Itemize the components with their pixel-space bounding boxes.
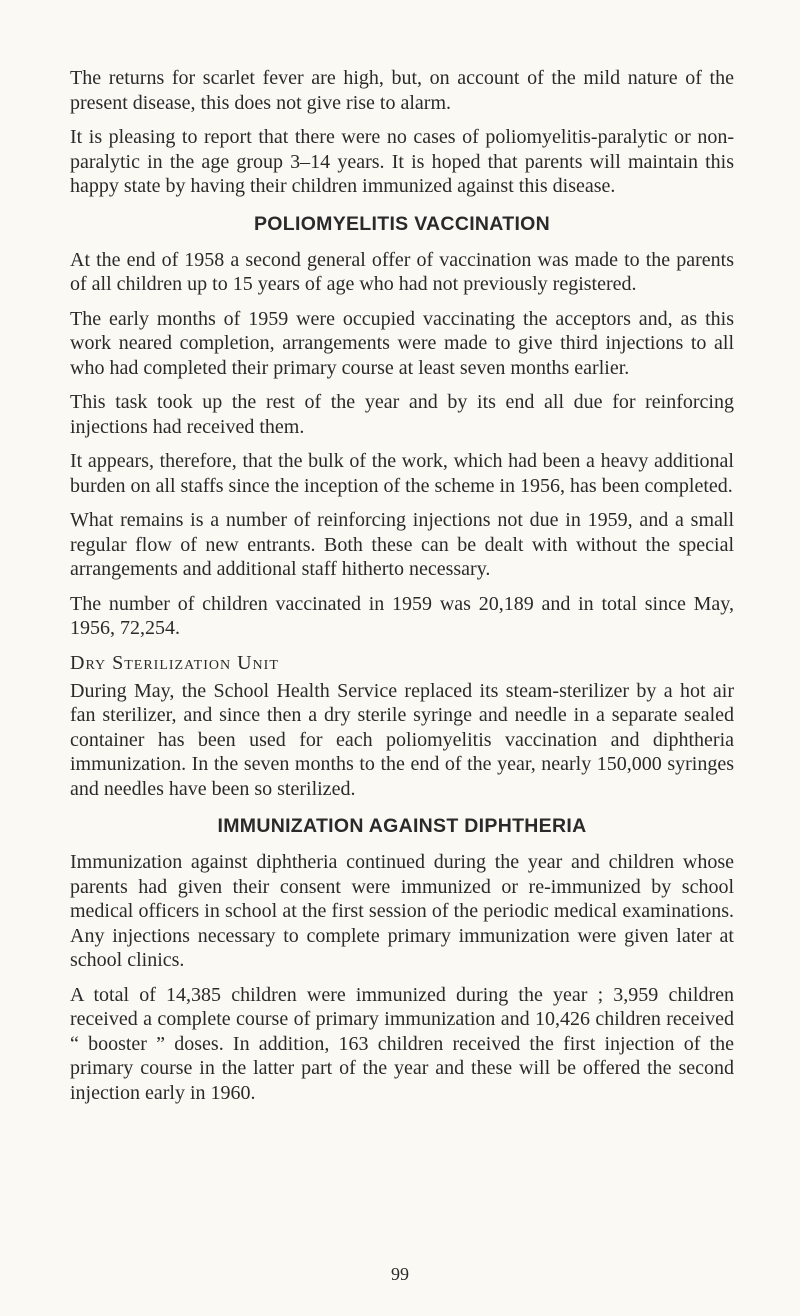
heading-poliomyelitis-vaccination: POLIOMYELITIS VACCINATION: [253, 212, 551, 235]
heading-immunization-against-diphtheria: IMMUNIZATION AGAINST DIPHTHERIA: [217, 815, 587, 837]
paragraph-polio-3: This task took up the rest of the year and by its end all due for reinforcing injections had received them.: [70, 391, 734, 438]
paragraph-polio-2: The early months of 1959 were occupied vaccinating the acceptors and, as this work neared completion, arrangements were made to give third injections to all who had completed their primary course at least seven months earlier.: [70, 307, 734, 379]
page-number: 99: [391, 1264, 409, 1284]
subheading-dry-sterilization-unit: Dry Sterilization Unit: [70, 651, 279, 674]
paragraph-diphtheria-1: Immunization against diphtheria continued during the year and children whose parents had given their consent were immunized or re-immunized by school medical officers in school at the first session of the periodic medical examinations. Any injections necessary to complete primary immunization were given later at school clinics.: [70, 851, 734, 971]
paragraph-scarlet-fever: The returns for scarlet fever are high, but, on account of the mild nature of the present disease, this does not give rise to alarm.: [70, 67, 734, 114]
paragraph-polio-4: It appears, therefore, that the bulk of the work, which had been a heavy additional burden on all staffs since the inception of the scheme in 1956, has been completed.: [70, 450, 734, 497]
paragraph-diphtheria-2: A total of 14,385 children were immunized during the year ; 3,959 children received a complete course of primary immunization and 10,426 children received “ booster ” doses. In addition, 163 children received the first injection of the primary course in the latter part of the year and these will be offered the second injection early in 1960.: [70, 983, 734, 1104]
document-body: [70, 66, 734, 1115]
paragraph-polio-1: At the end of 1958 a second general offer of vaccination was made to the parents of all children up to 15 years of age who had not previously registered.: [70, 248, 734, 295]
paragraph-polio-6: The number of children vaccinated in 1959 was 20,189 and in total since May, 1956, 72,254.: [70, 592, 734, 639]
paragraph-polio-5: What remains is a number of reinforcing injections not due in 1959, and a small regular flow of new entrants. Both these can be dealt with without the special arrangements and additional staff hitherto necessary.: [70, 509, 734, 580]
paragraph-dry-sterilization: During May, the School Health Service replaced its steam-sterilizer by a hot air fan sterilizer, and since then a dry sterile syringe and needle in a separate sealed container has been used for each poliomyelitis vaccination and diphtheria immunization. In the seven months to the end of the year, nearly 150,000 syringes and needles have been so sterilized.: [70, 679, 734, 800]
paragraph-poliomyelitis-cases: It is pleasing to report that there were no cases of poliomyelitis-paralytic or non-paralytic in the age group 3–14 years. It is hoped that parents will maintain this happy state by having their children immunized against this disease.: [70, 126, 734, 197]
